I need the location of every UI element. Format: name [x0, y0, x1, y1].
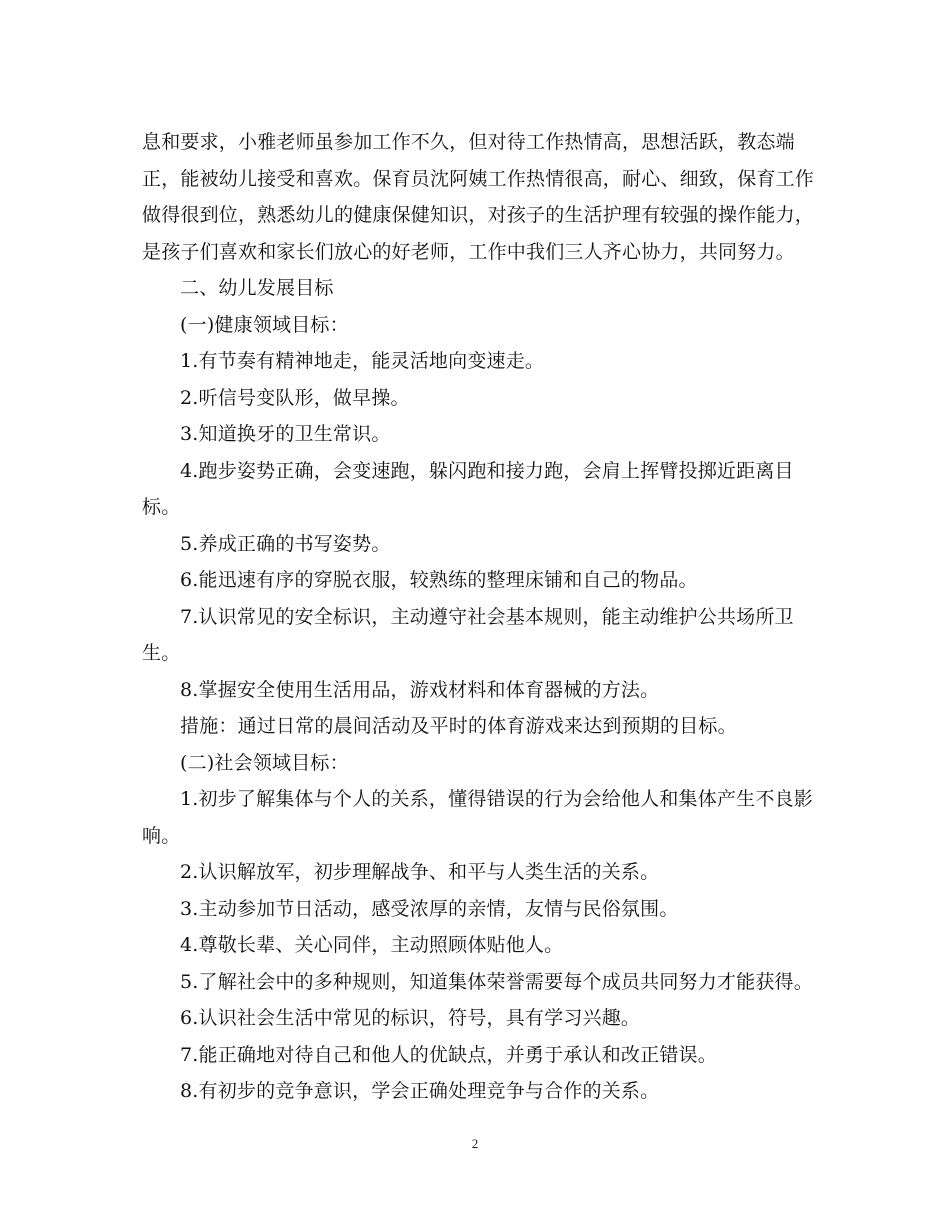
- text-line: 8.掌握安全使用生活用品，游戏材料和体育器械的方法。: [180, 678, 660, 701]
- text-line: 二、幼儿发展目标: [180, 277, 334, 299]
- text-line: 4.尊敬长辈、关心同伴，主动照顾体贴他人。: [180, 934, 564, 956]
- text-line: 3.主动参加节日活动，感受浓厚的亲情，友情与民俗氛围。: [180, 897, 679, 920]
- text-line: 6.认识社会生活中常见的标识，符号，具有学习兴趣。: [180, 1007, 641, 1029]
- text-line: 8.有初步的竞争意识，学会正确处理竞争与合作的关系。: [180, 1080, 660, 1102]
- page-number: 2: [471, 1136, 479, 1151]
- text-line: 是孩子们喜欢和家长们放心的好老师，工作中我们三人齐心协力，共同努力。: [142, 240, 795, 263]
- text-line: 1.初步了解集体与个人的关系，懂得错误的行为会给他人和集体产生不良影: [180, 788, 813, 810]
- text-line: 2.认识解放军，初步理解战争、和平与人类生活的关系。: [180, 861, 660, 883]
- text-line: 6.能迅速有序的穿脱衣服，较熟练的整理床铺和自己的物品。: [180, 569, 698, 591]
- text-line: 5.养成正确的书写姿势。: [180, 532, 391, 555]
- text-line: 5.了解社会中的多种规则，知道集体荣誉需要每个成员共同努力才能获得。: [180, 970, 813, 993]
- text-line: 4.跑步姿势正确，会变速跑，躲闪跑和接力跑，会肩上挥臂投掷近距离目: [180, 459, 794, 482]
- text-line: 正，能被幼儿接受和喜欢。保育员沈阿姨工作热情很高，耐心、细致，保育工作: [142, 167, 815, 190]
- text-line: (二)社会领域目标：: [180, 751, 349, 774]
- text-line: 息和要求，小雅老师虽参加工作不久，但对待工作热情高，思想活跃，教态端: [142, 131, 795, 153]
- text-line: 1.有节奏有精神地走，能灵活地向变速走。: [180, 350, 545, 372]
- text-line: 7.认识常见的安全标识，主动遵守社会基本规则，能主动维护公共场所卫: [180, 605, 794, 628]
- text-line: 2.听信号变队形，做早操。: [180, 386, 410, 409]
- text-line: 3.知道换牙的卫生常识。: [180, 423, 391, 445]
- text-line: 做得很到位，熟悉幼儿的健康保健知识，对孩子的生活护理有较强的操作能力，: [142, 204, 815, 226]
- text-line: 标。: [142, 496, 181, 518]
- text-line: 生。: [142, 642, 181, 664]
- text-line: (一)健康领域目标：: [180, 313, 349, 336]
- document-body: [142, 124, 815, 1110]
- text-line: 响。: [142, 824, 181, 847]
- text-line: 7.能正确地对待自己和他人的优缺点，并勇于承认和改正错误。: [180, 1043, 717, 1066]
- text-line: 措施：通过日常的晨间活动及平时的体育游戏来达到预期的目标。: [180, 715, 737, 737]
